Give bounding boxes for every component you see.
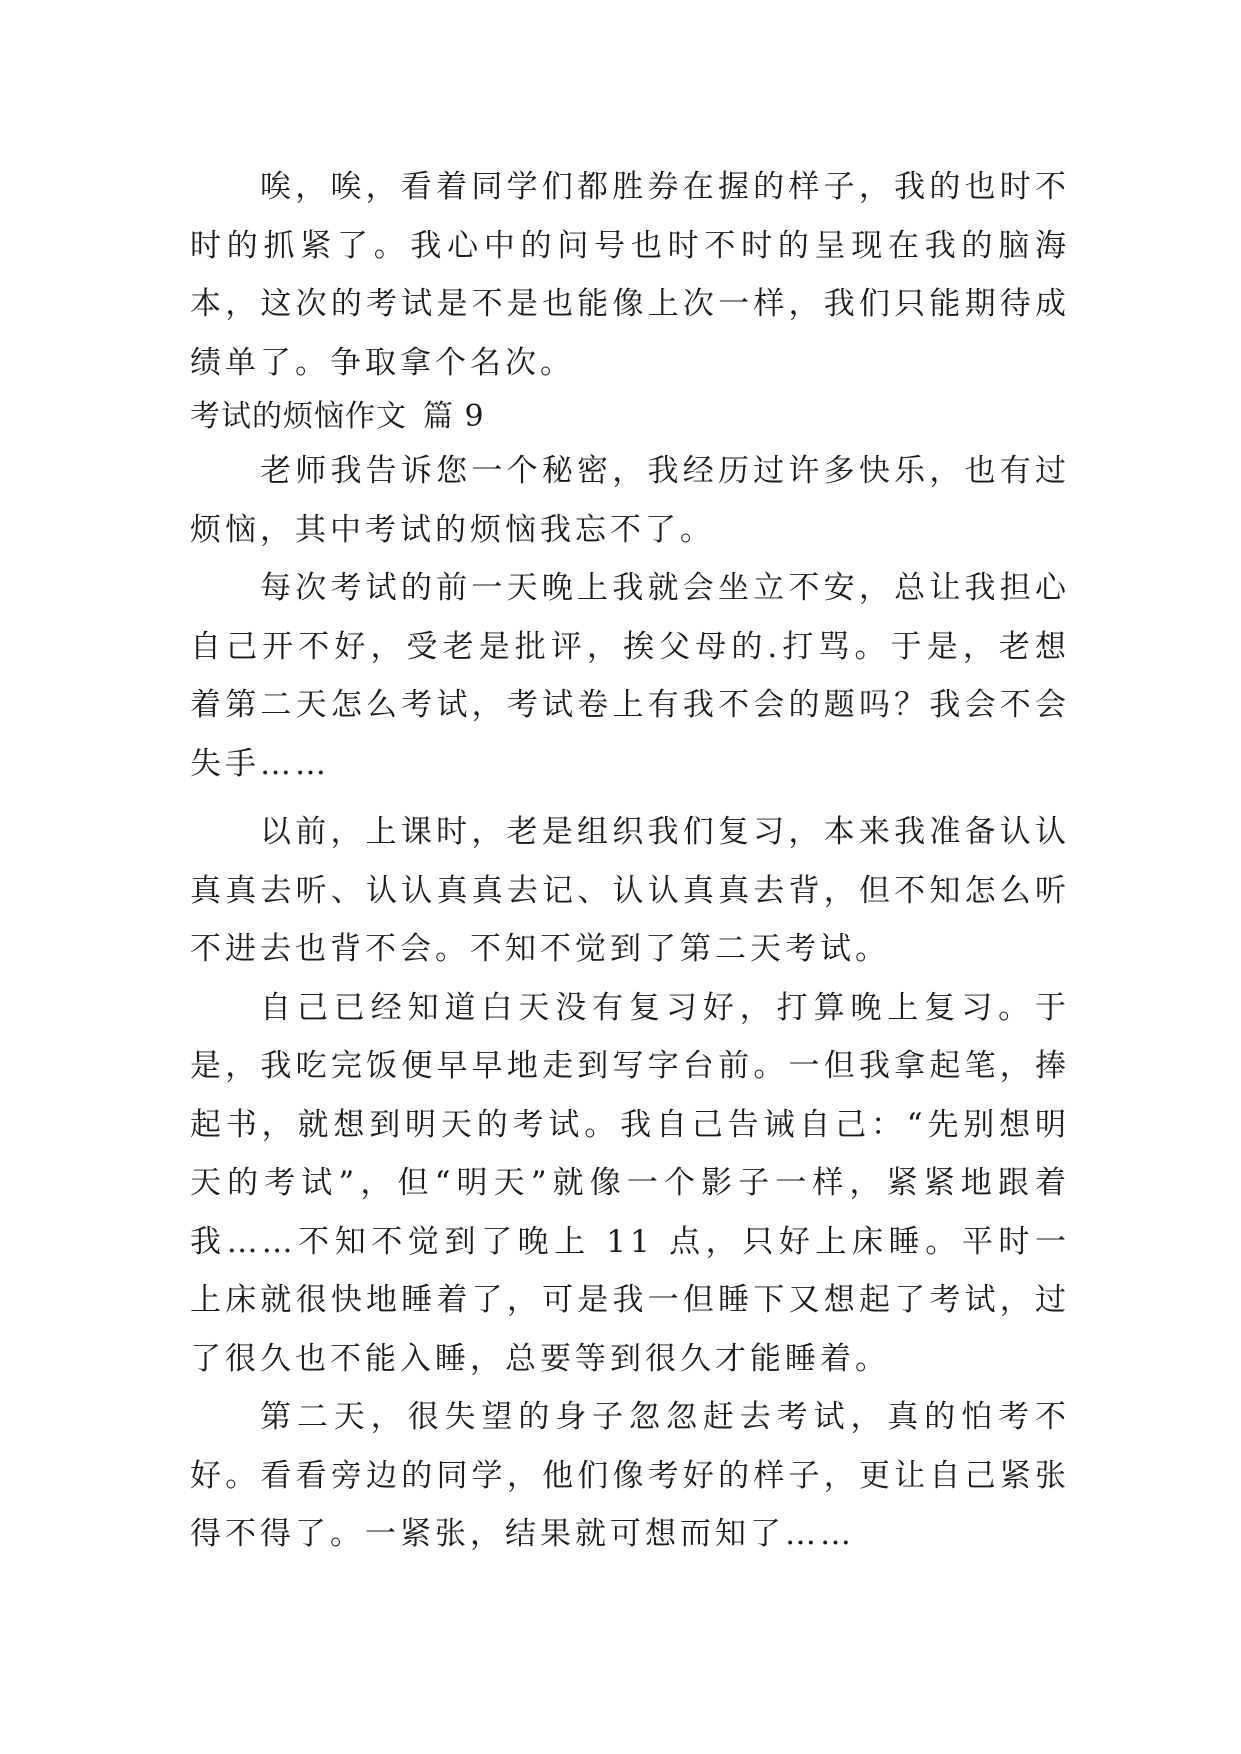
paragraph: 老师我告诉您一个秘密，我经历过许多快乐，也有过烦恼，其中考试的烦恼我忘不了。: [190, 453, 1070, 548]
paragraph: 每次考试的前一天晚上我就会坐立不安，总让我担心自己开不好，受老是批评，挨父母的.打骂。于是，老想着第二天怎么考试，考试卷上有我不会的题吗？我会不会失手……: [190, 570, 1070, 782]
section-heading: [190, 392, 1070, 442]
paragraph: 自己已经知道白天没有复习好，打算晚上复习。于是，我吃完饭便早早地走到写字台前。一但我拿起笔，捧起书，就想到明天的考试。我自己告诫自己：“先别想明天的考试”，但“明天”就像一个影子一样，紧紧地跟着我……不知不觉到了晚上 11 点，只好上床睡。平时一上床就很快地睡着了，可是我一但睡下又想起了考试，过了很久也不能入睡，总要等到很久才能睡着。: [190, 989, 1070, 1377]
paragraph-intro: 唉，唉，看着同学们都胜券在握的样子，我的也时不时的抓紧了。我心中的问号也时不时的呈现在我的脑海本，这次的考试是不是也能像上次一样，我们只能期待成绩单了。争取拿个名次。: [190, 169, 1070, 381]
section-number: 篇 9: [423, 399, 485, 434]
document-body: [190, 158, 1070, 1564]
paragraph: 以前，上课时，老是组织我们复习，本来我准备认认真真去听、认认真真去记、认认真真去背，但不知怎么听不进去也背不会。不知不觉到了第二天考试。: [190, 814, 1070, 967]
section-title-text: 考试的烦恼作文: [190, 399, 407, 434]
paragraph: 第二天，很失望的身子忽忽赶去考试，真的怕考不好。看看旁边的同学，他们像考好的样子，更让自己紧张得不得了。一紧张，结果就可想而知了……: [190, 1399, 1070, 1552]
